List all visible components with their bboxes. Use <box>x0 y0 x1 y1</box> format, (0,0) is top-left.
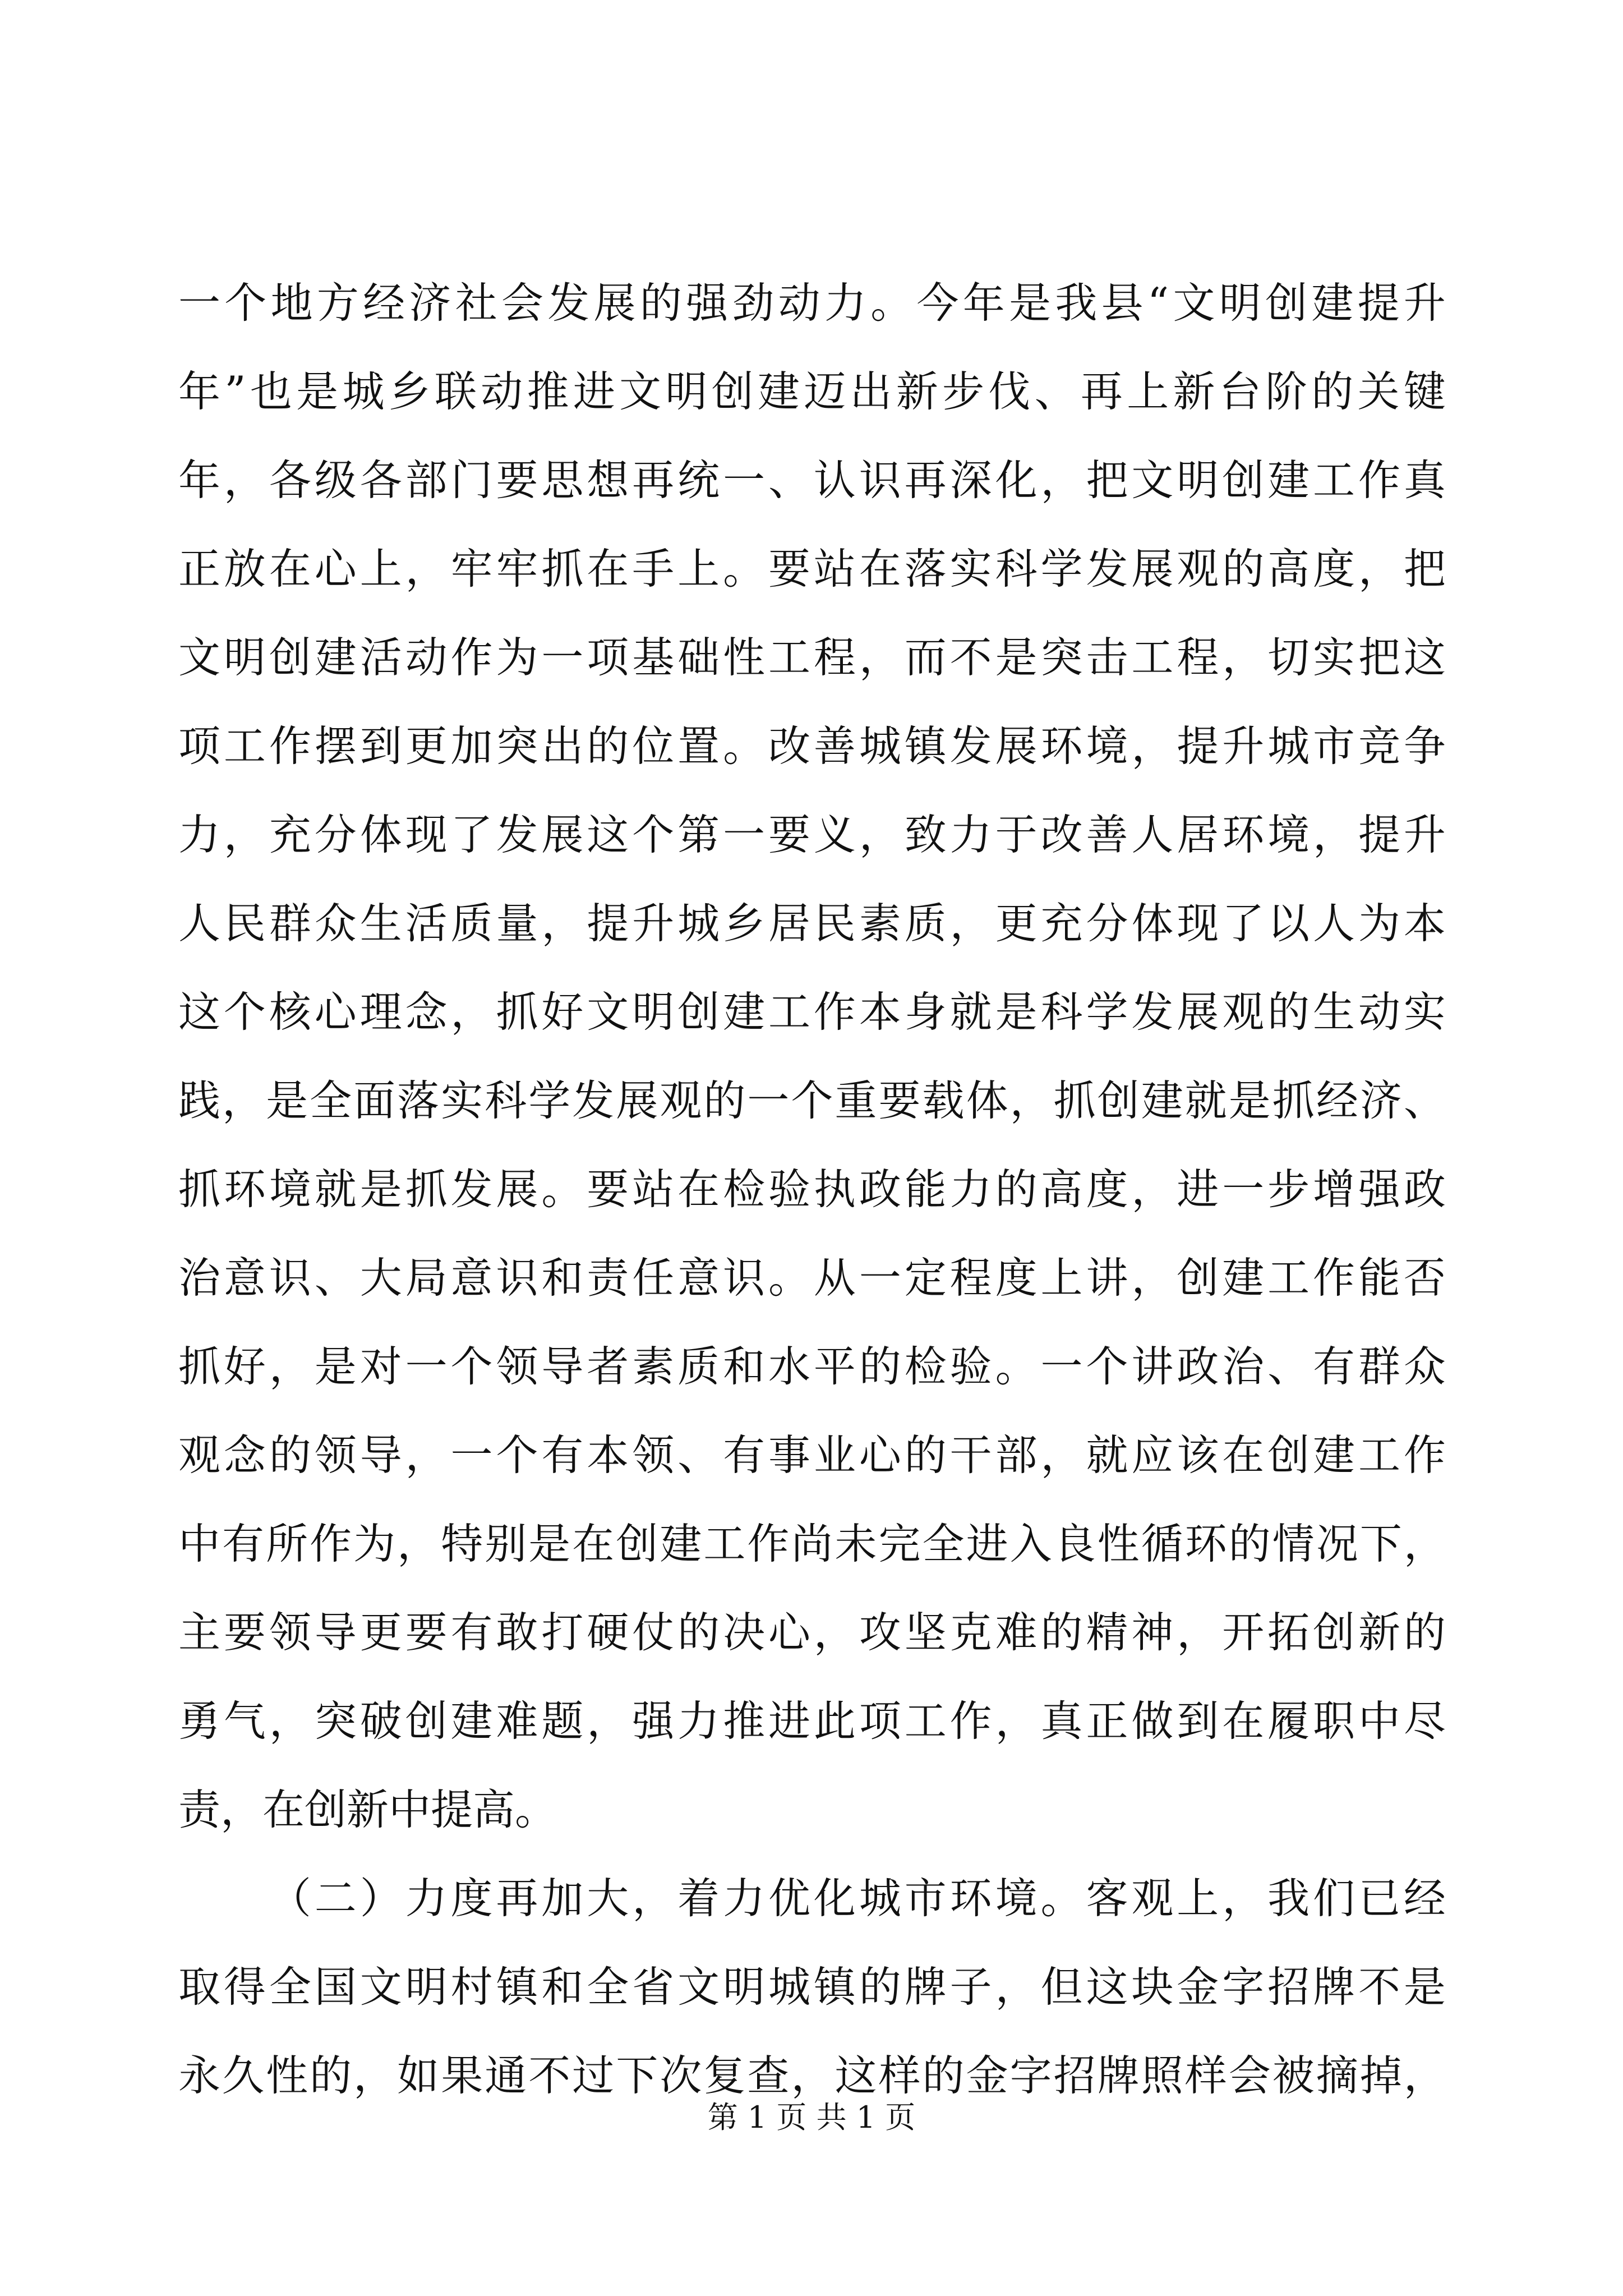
body-text <box>178 259 1446 2120</box>
text-line-section-heading: （ 二 ） 力 度 再 加 大 ， 着 力 优 化 城 市 环 境 。 客 观 上 ， 我 们 已 经 <box>269 1874 1446 1923</box>
text-line: 一 个 地 方 经 济 社 会 发 展 的 强 劲 动 力 。 今 年 是 我 县 “ 文 明 创 建 提 升 <box>178 278 1446 328</box>
text-line: 项 工 作 摆 到 更 加 突 出 的 位 置 。 改 善 城 镇 发 展 环 境 ， 提 升 城 市 竞 争 <box>178 721 1446 771</box>
text-line: 永 久 性 的 ， 如 果 通 不 过 下 次 复 查 ， 这 样 的 金 字 招 牌 照 样 会 被 摘 掉 ， <box>178 2051 1446 2100</box>
text-line: 抓 好 ， 是 对 一 个 领 导 者 素 质 和 水 平 的 检 验 。 一 个 讲 政 治 、 有 群 众 <box>178 1342 1446 1391</box>
page-footer: 第 1 页 共 1 页 <box>707 2100 916 2135</box>
text-line: 力 ， 充 分 体 现 了 发 展 这 个 第 一 要 义 ， 致 力 于 改 善 人 居 环 境 ， 提 升 <box>178 810 1446 859</box>
text-line: 取 得 全 国 文 明 村 镇 和 全 省 文 明 城 镇 的 牌 子 ， 但 这 块 金 字 招 牌 不 是 <box>178 1962 1446 2012</box>
text-line: 治 意 识 、 大 局 意 识 和 责 任 意 识 。 从 一 定 程 度 上 讲 ， 创 建 工 作 能 否 <box>178 1253 1446 1303</box>
text-line-paragraph-end: 责，在创新中提高。 <box>178 1785 557 1834</box>
text-line: 正 放 在 心 上 ， 牢 牢 抓 在 手 上 。 要 站 在 落 实 科 学 发 展 观 的 高 度 ， 把 <box>178 544 1446 593</box>
text-line: 观 念 的 领 导 ， 一 个 有 本 领 、 有 事 业 心 的 干 部 ， 就 应 该 在 创 建 工 作 <box>178 1430 1446 1480</box>
text-line: 主 要 领 导 更 要 有 敢 打 硬 仗 的 决 心 ， 攻 坚 克 难 的 精 神 ， 开 拓 创 新 的 <box>178 1608 1446 1657</box>
text-line: 中 有 所 作 为 ， 特 别 是 在 创 建 工 作 尚 未 完 全 进 入 良 性 循 环 的 情 况 下 ， <box>178 1519 1446 1568</box>
text-line: 这 个 核 心 理 念 ， 抓 好 文 明 创 建 工 作 本 身 就 是 科 学 发 展 观 的 生 动 实 <box>178 987 1446 1037</box>
text-line: 勇 气 ， 突 破 创 建 难 题 ， 强 力 推 进 此 项 工 作 ， 真 正 做 到 在 履 职 中 尽 <box>178 1696 1446 1746</box>
text-line: 年 ” 也 是 城 乡 联 动 推 进 文 明 创 建 迈 出 新 步 伐 、 再 上 新 台 阶 的 关 键 <box>178 367 1446 416</box>
text-line: 抓 环 境 就 是 抓 发 展 。 要 站 在 检 验 执 政 能 力 的 高 度 ， 进 一 步 增 强 政 <box>178 1165 1446 1214</box>
text-line: 年 ， 各 级 各 部 门 要 思 想 再 统 一 、 认 识 再 深 化 ， 把 文 明 创 建 工 作 真 <box>178 455 1446 505</box>
text-line: 人 民 群 众 生 活 质 量 ， 提 升 城 乡 居 民 素 质 ， 更 充 分 体 现 了 以 人 为 本 <box>178 899 1446 948</box>
text-line: 文 明 创 建 活 动 作 为 一 项 基 础 性 工 程 ， 而 不 是 突 击 工 程 ， 切 实 把 这 <box>178 633 1446 682</box>
text-line: 践 ， 是 全 面 落 实 科 学 发 展 观 的 一 个 重 要 载 体 ， 抓 创 建 就 是 抓 经 济 、 <box>178 1076 1446 1125</box>
